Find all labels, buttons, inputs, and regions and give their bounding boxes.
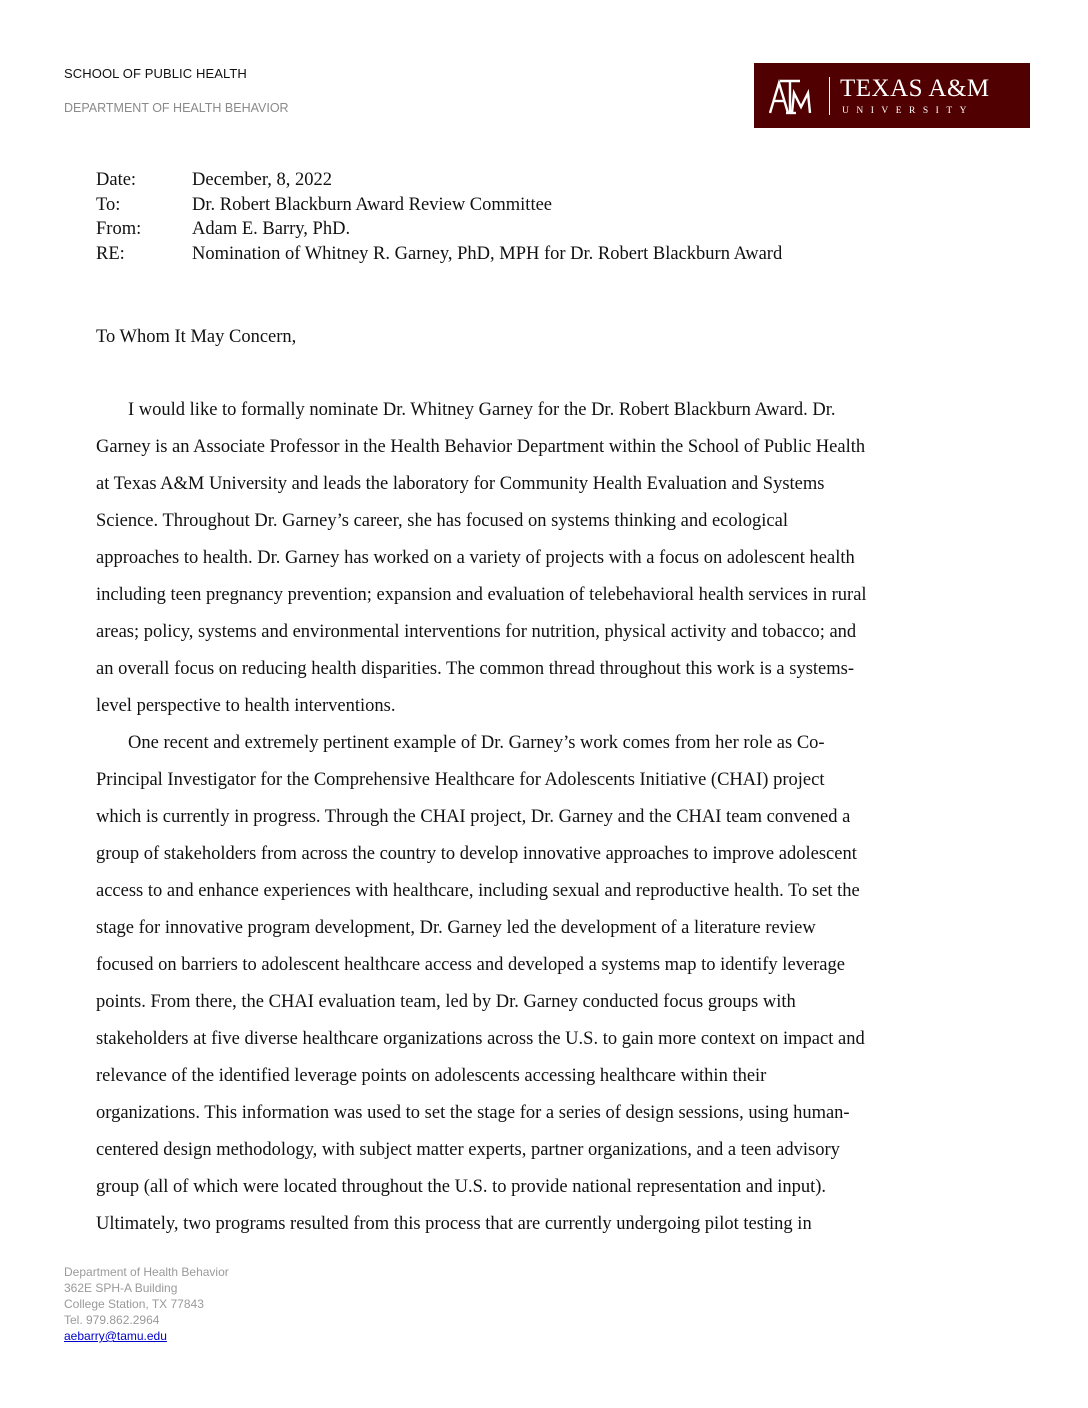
body-line: stage for innovative program development, Dr. Garney led the development of a literature review bbox=[96, 918, 816, 938]
memo-row-date bbox=[96, 168, 782, 193]
footer-department: Department of Health Behavior bbox=[64, 1265, 229, 1279]
body-line: approaches to health. Dr. Garney has worked on a variety of projects with a focus on adolescent health bbox=[96, 548, 855, 568]
memo-value: Nomination of Whitney R. Garney, PhD, MPH for Dr. Robert Blackburn Award bbox=[192, 243, 783, 264]
memo-label: To: bbox=[96, 194, 121, 215]
body-line: points. From there, the CHAI evaluation team, led by Dr. Garney conducted focus groups with bbox=[96, 992, 796, 1012]
body-line: access to and enhance experiences with healthcare, including sexual and reproductive health. To set the bbox=[96, 881, 860, 901]
memo-value: Adam E. Barry, PhD. bbox=[192, 219, 351, 239]
body-line: relevance of the identified leverage points on adolescents accessing healthcare within their bbox=[96, 1066, 767, 1086]
school-name: SCHOOL OF PUBLIC HEALTH bbox=[64, 66, 247, 81]
memo-row-from bbox=[96, 217, 782, 242]
footer-city: College Station, TX 77843 bbox=[64, 1297, 204, 1311]
memo-row-re bbox=[96, 242, 782, 267]
letter-body bbox=[96, 392, 996, 1243]
body-line: areas; policy, systems and environmental interventions for nutrition, physical activity and tobacco; and bbox=[96, 622, 857, 642]
logo-wordmark: TEXAS A&M bbox=[840, 75, 990, 102]
body-line: which is currently in progress. Through the CHAI project, Dr. Garney and the CHAI team convened a bbox=[96, 807, 851, 827]
body-line: stakeholders at five diverse healthcare organizations across the U.S. to gain more context on impact and bbox=[96, 1029, 865, 1049]
salutation: To Whom It May Concern, bbox=[96, 327, 297, 347]
body-line: group of stakeholders from across the country to develop innovative approaches to improve adolescent bbox=[96, 844, 857, 864]
footer-phone: Tel. 979.862.2964 bbox=[64, 1313, 160, 1327]
memo-row-to bbox=[96, 193, 782, 218]
department-name: DEPARTMENT OF HEALTH BEHAVIOR bbox=[64, 101, 289, 115]
body-line: organizations. This information was used to set the stage for a series of design sessions, using human- bbox=[96, 1103, 850, 1123]
body-line: an overall focus on reducing health disparities. The common thread throughout this work is a systems- bbox=[96, 659, 854, 679]
footer-email-link[interactable]: aebarry@tamu.edu bbox=[64, 1329, 167, 1343]
body-line: Science. Throughout Dr. Garney’s career, she has focused on systems thinking and ecological bbox=[96, 511, 788, 531]
logo-separator bbox=[829, 77, 830, 115]
tamu-logo bbox=[754, 63, 1030, 128]
body-line: group (all of which were located throughout the U.S. to provide national representation and input). bbox=[96, 1177, 827, 1197]
footer-address bbox=[64, 1264, 229, 1344]
body-line: One recent and extremely pertinent example of Dr. Garney’s work comes from her role as Co- bbox=[128, 733, 825, 753]
body-line: including teen pregnancy prevention; expansion and evaluation of telebehavioral health services in rural bbox=[96, 585, 867, 605]
memo-block bbox=[96, 168, 782, 266]
body-line: focused on barriers to adolescent healthcare access and developed a systems map to identify leverage bbox=[96, 955, 845, 975]
memo-label: Date: bbox=[96, 170, 137, 190]
body-line: level perspective to health interventions. bbox=[96, 696, 396, 716]
body-line: I would like to formally nominate Dr. Whitney Garney for the Dr. Robert Blackburn Award. Dr. bbox=[128, 400, 836, 420]
memo-value: December, 8, 2022 bbox=[192, 170, 333, 190]
body-line: Principal Investigator for the Comprehensive Healthcare for Adolescents Initiative (CHAI) project bbox=[96, 770, 825, 790]
footer-building: 362E SPH-A Building bbox=[64, 1281, 178, 1295]
memo-value: Dr. Robert Blackburn Award Review Committee bbox=[192, 194, 553, 215]
body-line: Ultimately, two programs resulted from this process that are currently undergoing pilot testing in bbox=[96, 1214, 812, 1234]
body-line: at Texas A&M University and leads the laboratory for Community Health Evaluation and Systems bbox=[96, 474, 825, 494]
body-line: Garney is an Associate Professor in the Health Behavior Department within the School of Public Health bbox=[96, 437, 866, 457]
body-line: centered design methodology, with subject matter experts, partner organizations, and a teen advisory bbox=[96, 1140, 840, 1160]
atm-logo-icon bbox=[768, 77, 812, 115]
memo-label: RE: bbox=[96, 243, 125, 264]
memo-label: From: bbox=[96, 219, 142, 239]
logo-subtitle: UNIVERSITY bbox=[842, 106, 974, 116]
